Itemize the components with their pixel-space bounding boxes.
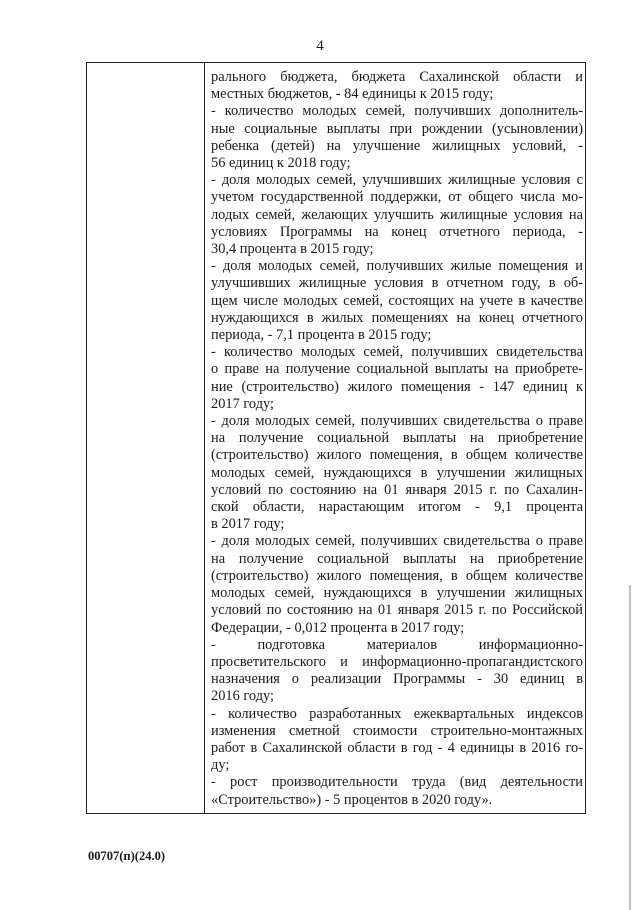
text-line: ской области, нарастающим итогом - 9,1 процента bbox=[211, 499, 583, 516]
indicators-cell-text bbox=[211, 69, 583, 809]
text-line: на получение социальной выплаты на приобретение bbox=[211, 430, 583, 447]
text-line: нуждающихся в жилых помещениях на конец отчетного bbox=[211, 309, 583, 326]
text-line: назначения о реализации Программы - 30 единиц в bbox=[211, 671, 583, 688]
text-line: - доля молодых семей, улучшивших жилищные условия с bbox=[211, 172, 583, 189]
scan-edge-mark bbox=[629, 585, 631, 910]
text-line: молодых семей, нуждающихся в улучшении жилищных bbox=[211, 585, 583, 602]
text-line: в 2017 году; bbox=[211, 516, 285, 533]
text-line: условий по состоянию на 01 января 2015 г. по Российской bbox=[211, 602, 583, 619]
text-line: - рост производительности труда (вид деятельности bbox=[211, 774, 583, 791]
text-line: (строительство) жилого помещения, в общем количестве bbox=[211, 447, 583, 464]
text-line: ребенка (детей) на улучшение жилищных условий, - bbox=[211, 137, 583, 154]
text-line: улучшивших жилищные условия в отчетном году, в об- bbox=[211, 275, 583, 292]
text-line: ние (строительство) жилого помещения - 147 единиц к bbox=[211, 378, 583, 395]
text-line: «Строительство») - 5 процентов в 2020 году». bbox=[211, 791, 493, 808]
text-line: ду; bbox=[211, 757, 230, 774]
text-line: щем числе молодых семей, состоящих на учете в качестве bbox=[211, 292, 583, 309]
text-line: - количество разработанных ежеквартальных индексов bbox=[211, 705, 583, 722]
text-line: периода, - 7,1 процента в 2015 году; bbox=[211, 327, 432, 344]
text-line: 2017 году; bbox=[211, 395, 275, 412]
text-line: ные социальные выплаты при рождении (усыновлении) bbox=[211, 120, 583, 137]
text-line: условиях Программы на конец отчетного периода, - bbox=[211, 223, 583, 240]
text-line: - доля молодых семей, получивших свидетельства о праве bbox=[211, 533, 583, 550]
page-number: 4 bbox=[316, 38, 324, 54]
text-line: Федерации, - 0,012 процента в 2017 году; bbox=[211, 619, 465, 636]
text-line: 30,4 процента в 2015 году; bbox=[211, 241, 374, 258]
text-line: местных бюджетов, - 84 единицы к 2015 году; bbox=[211, 86, 494, 103]
text-line: (строительство) жилого помещения, в общем количестве bbox=[211, 567, 583, 584]
document-code: 00707(п)(24.0) bbox=[88, 849, 165, 863]
text-line: о праве на получение социальной выплаты на приобрете- bbox=[211, 361, 583, 378]
text-line: 56 единиц к 2018 году; bbox=[211, 155, 351, 172]
text-line: рального бюджета, бюджета Сахалинской области и bbox=[211, 69, 583, 85]
text-line: - подготовка материалов информационно- bbox=[211, 636, 583, 653]
text-line: - количество молодых семей, получивших свидетельства bbox=[211, 344, 583, 361]
text-line: - количество молодых семей, получивших дополнитель- bbox=[211, 103, 583, 120]
text-line: работ в Сахалинской области в год - 4 единицы в 2016 го- bbox=[211, 739, 583, 756]
text-line: - доля молодых семей, получивших жилые помещения и bbox=[211, 258, 583, 275]
column-divider bbox=[204, 62, 205, 814]
text-line: молодых семей, нуждающихся в улучшении жилищных bbox=[211, 464, 583, 481]
text-line: учетом государственной поддержки, от общего числа мо- bbox=[211, 189, 583, 206]
text-line: просветительского и информационно-пропагандистского bbox=[211, 653, 583, 670]
text-line: лодых семей, желающих улучшить жилищные условия на bbox=[211, 206, 583, 223]
text-line: - доля молодых семей, получивших свидетельства о праве bbox=[211, 413, 583, 430]
text-line: изменения сметной стоимости строительно-монтажных bbox=[211, 722, 583, 739]
text-line: на получение социальной выплаты на приобретение bbox=[211, 550, 583, 567]
text-line: 2016 году; bbox=[211, 688, 275, 705]
text-line: условий по состоянию на 01 января 2015 г. по Сахалин- bbox=[211, 481, 583, 498]
